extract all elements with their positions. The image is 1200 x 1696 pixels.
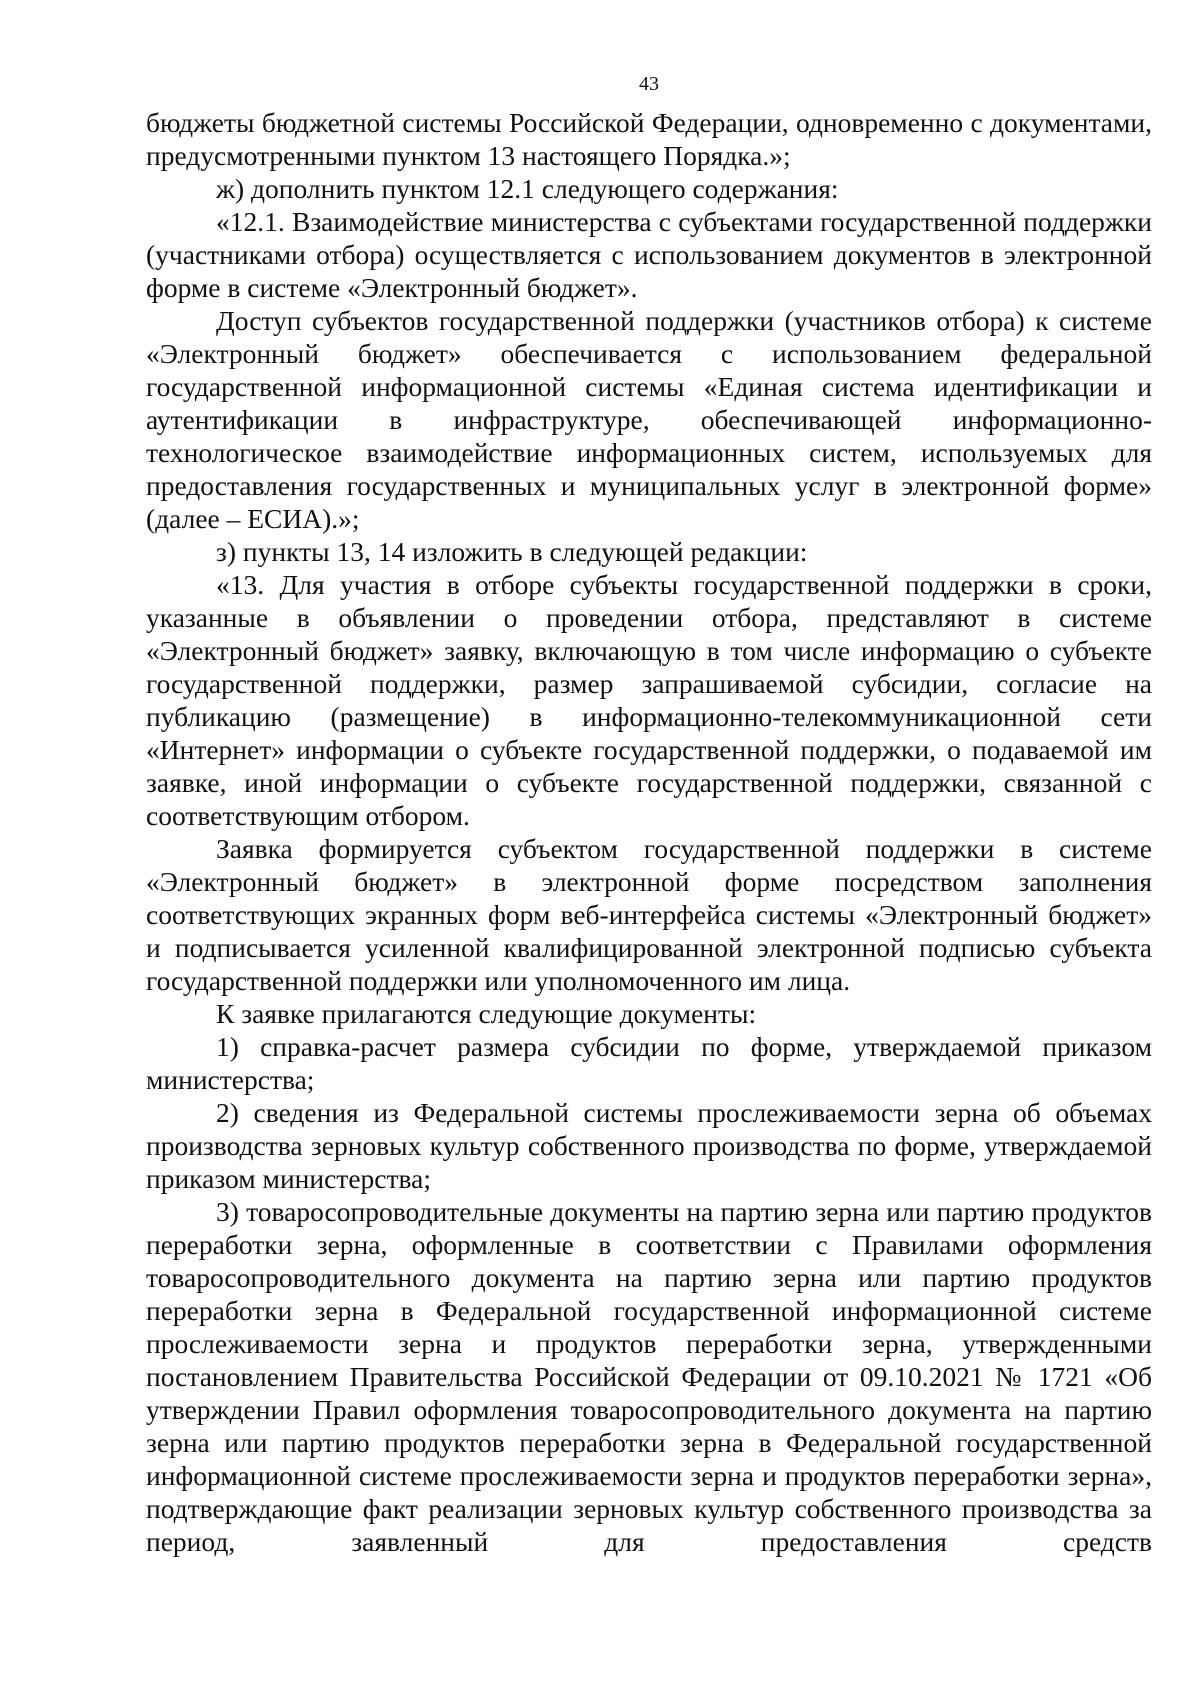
paragraph-esia-access: Доступ субъектов государственной поддержки (участников отбора) к системе «Электронный бюджет» обеспечивается с использованием федеральной государственной информационной системы «Единая система идентификации и аутентификации в инфраструктуре, обеспечивающей информационно-технологическое взаимодействие информационных систем, используемых для предоставления государственных и муниципальных услуг в электронной форме» (далее – ЕСИА).»; [146,305,1152,534]
document-body [146,106,1152,1558]
paragraph-attachment-2: 2) сведения из Федеральной системы прослеживаемости зерна об объемах производства зерновых культур собственного производства по форме, утверждаемой приказом министерства; [146,1097,1152,1194]
page-number: 43 [639,73,659,95]
paragraph-attachment-3: 3) товаросопроводительные документы на партию зерна или партию продуктов переработки зерна, оформленные в соответствии с Правилами оформления товаросопроводительного документа на партию зерна или партию продуктов переработки зерна в Федеральной государственной информационной системе прослеживаемости зерна и продуктов переработки зерна, утвержденными постановлением Правительства Российской Федерации от 09.10.2021 № 1721 «Об утверждении Правил оформления товаросопроводительного документа на партию зерна или партию продуктов переработки зерна в Федеральной государственной информационной системе прослеживаемости зерна и продуктов переработки зерна», подтверждающие факт реализации зерновых культур собственного производства за период, заявленный для предоставления средств [146,1196,1152,1557]
paragraph-attachment-1: 1) справка-расчет размера субсидии по форме, утверждаемой приказом министерства; [146,1031,1152,1095]
paragraph-amendment-zh: ж) дополнить пунктом 12.1 следующего содержания: [216,173,839,204]
paragraph-continuation: бюджеты бюджетной системы Российской Федерации, одновременно с документами, предусмотренными пунктом 13 настоящего Порядка.»; [146,107,1152,171]
paragraph-application-form: Заявка формируется субъектом государственной поддержки в системе «Электронный бюджет» в электронной форме посредством заполнения соответствующих экранных форм веб-интерфейса системы «Электронный бюджет» и подписывается усиленной квалифицированной электронной подписью субъекта государственной поддержки или уполномоченного им лица. [146,833,1152,996]
paragraph-clause-12-1: «12.1. Взаимодействие министерства с субъектами государственной поддержки (участниками отбора) осуществляется с использованием документов в электронной форме в системе «Электронный бюджет». [146,206,1152,303]
paragraph-attachments-intro: К заявке прилагаются следующие документы: [216,998,757,1029]
paragraph-clause-13: «13. Для участия в отборе субъекты государственной поддержки в сроки, указанные в объявлении о проведении отбора, представляют в системе «Электронный бюджет» заявку, включающую в том числе информацию о субъекте государственной поддержки, размер запрашиваемой субсидии, согласие на публикацию (размещение) в информационно-телекоммуникационной сети «Интернет» информации о субъекте государственной поддержки, о подаваемой им заявке, иной информации о субъекте государственной поддержки, связанной с соответствующим отбором. [146,569,1152,831]
paragraph-amendment-z: з) пункты 13, 14 изложить в следующей редакции: [216,536,808,567]
